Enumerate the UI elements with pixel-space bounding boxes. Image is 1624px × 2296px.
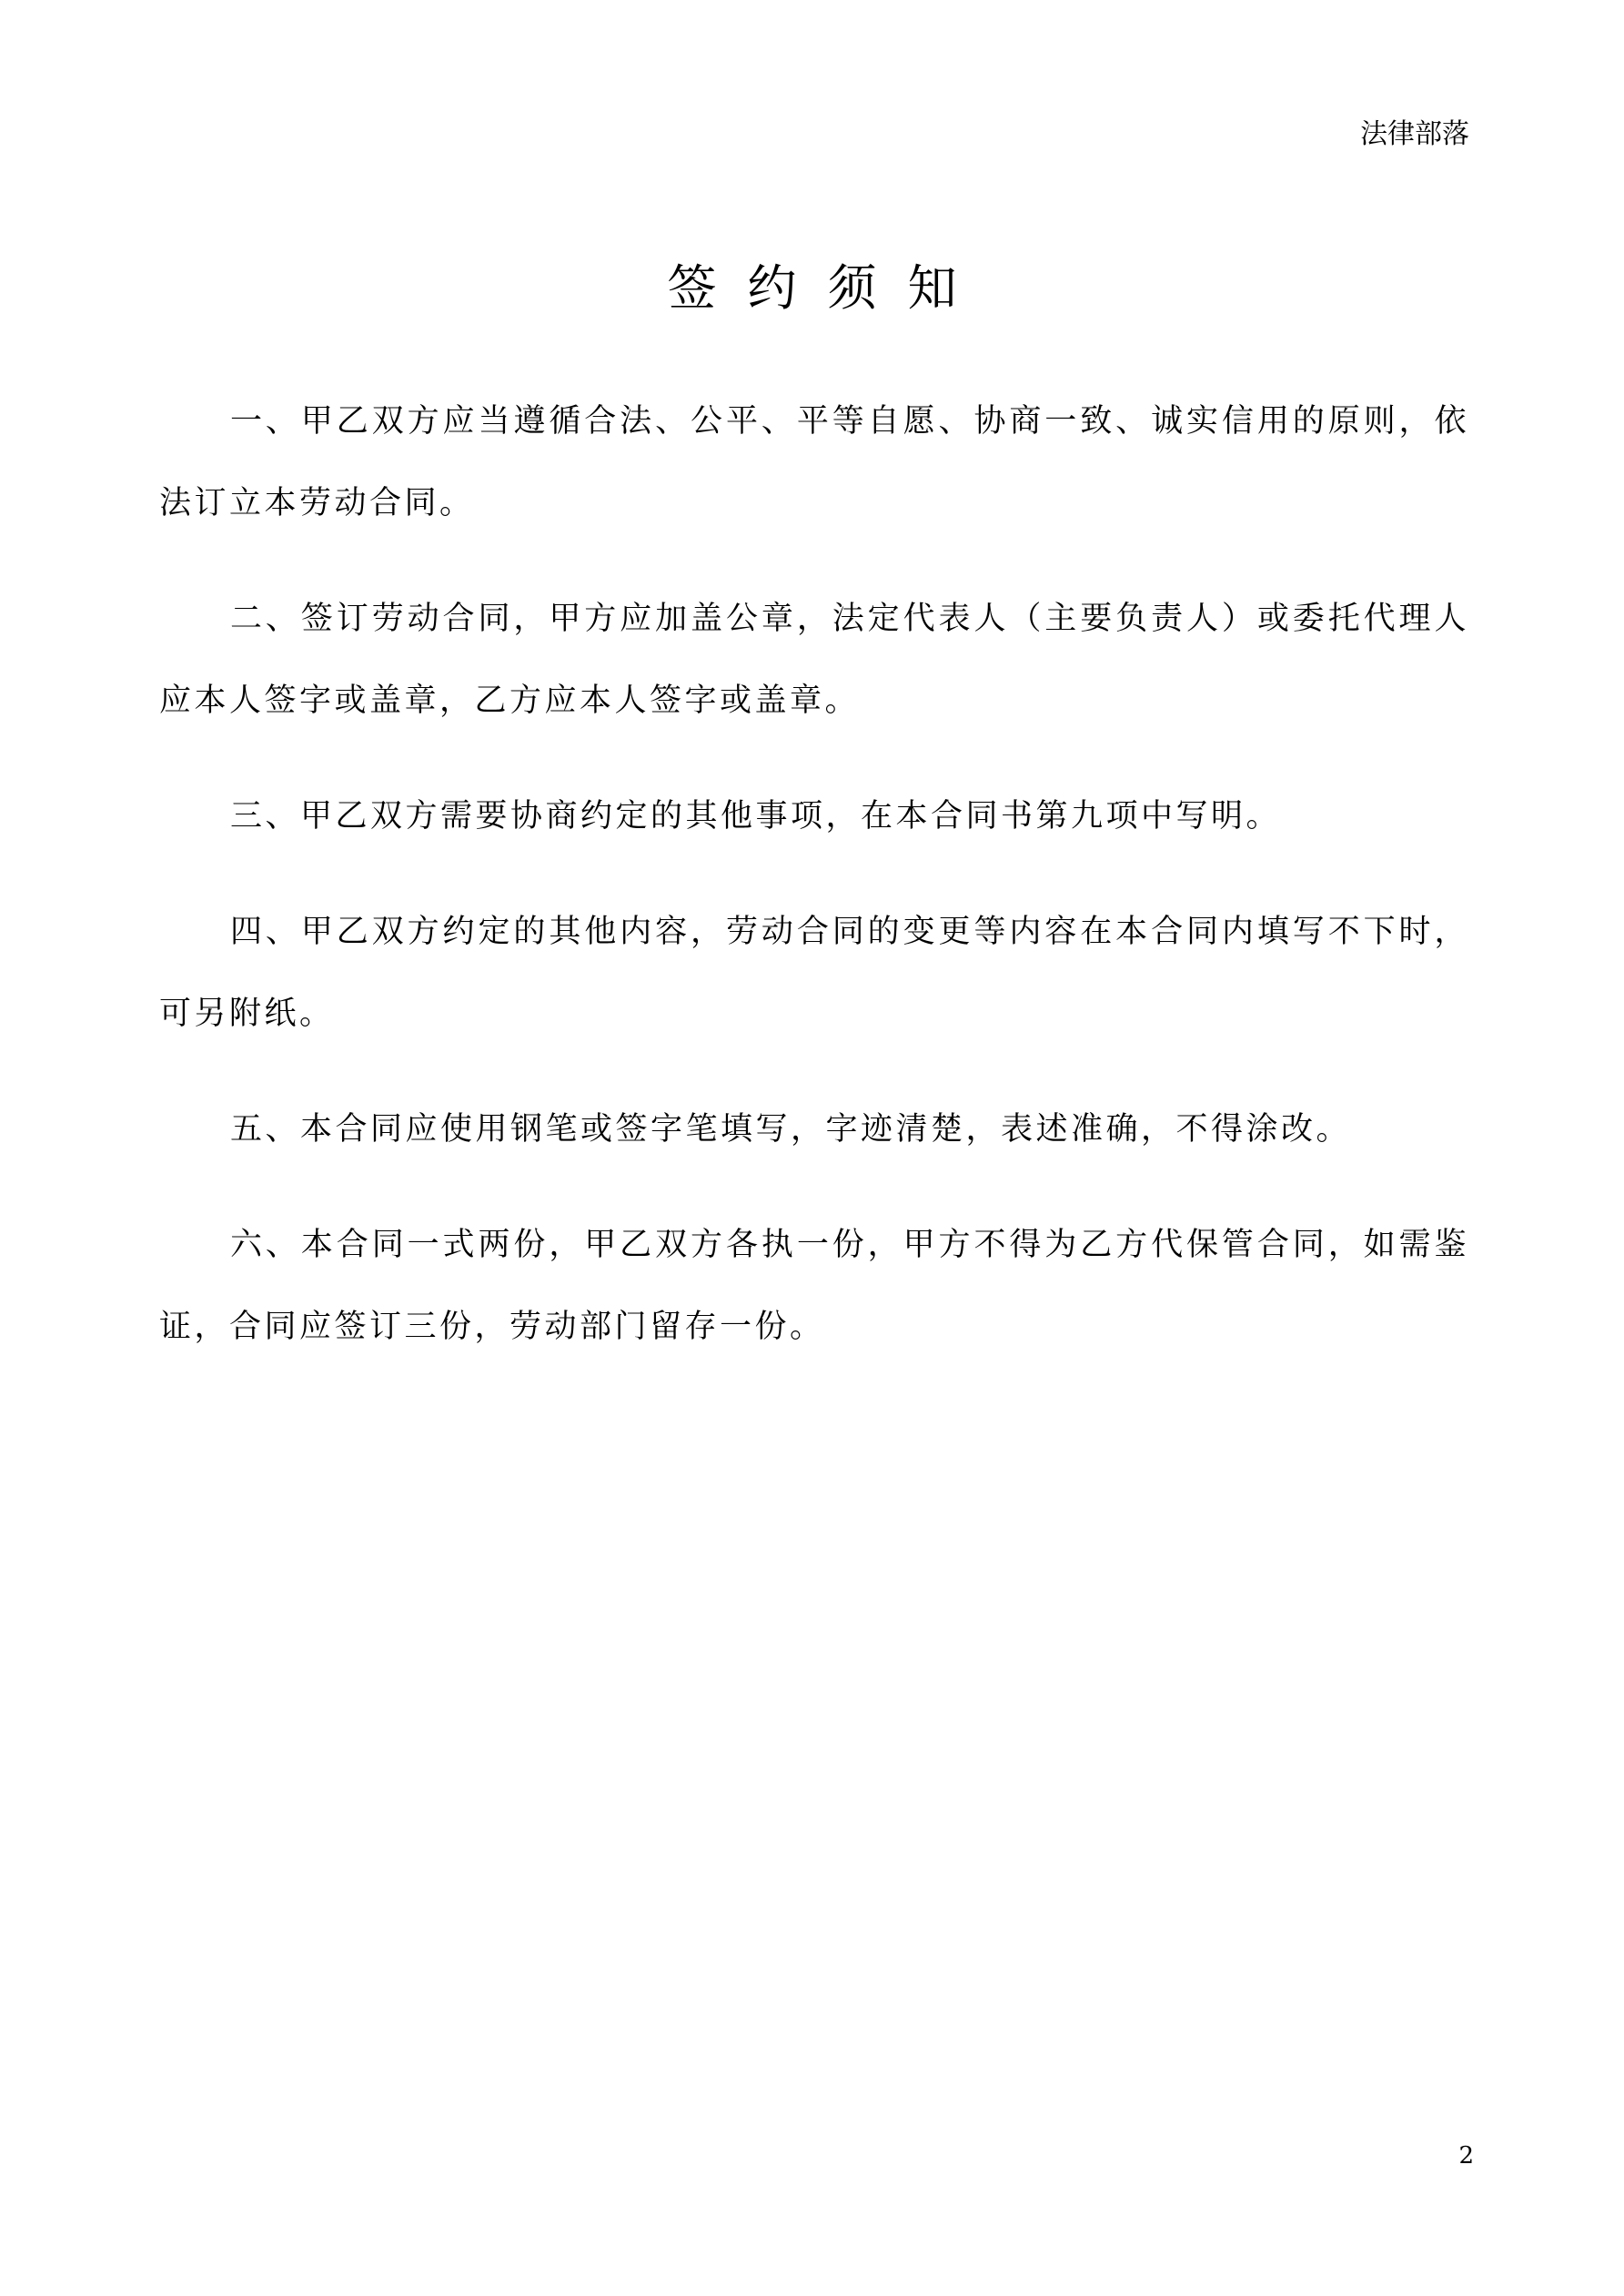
clause-2: 二、签订劳动合同，甲方应加盖公章，法定代表人（主要负责人）或委托代理人应本人签字或盖章，乙方应本人签字或盖章。: [159, 601, 1469, 719]
clause-4: 四、甲乙双方约定的其他内容，劳动合同的变更等内容在本合同内填写不下时，可另附纸。: [159, 914, 1469, 1032]
clause-6: 六、本合同一式两份，甲乙双方各执一份，甲方不得为乙方代保管合同，如需鉴证，合同应签订三份，劳动部门留存一份。: [159, 1227, 1469, 1345]
page-number: 2: [1458, 2142, 1474, 2170]
clause-5: 五、本合同应使用钢笔或签字笔填写，字迹清楚，表述准确，不得涂改。: [230, 1111, 1352, 1148]
header-mark: 法律部落: [1360, 118, 1469, 150]
document-title: 签约须知: [667, 259, 988, 317]
clause-list: [159, 380, 1469, 1401]
clause-3: 三、甲乙双方需要协商约定的其他事项，在本合同书第九项中写明。: [230, 798, 1282, 834]
clause-1: 一、甲乙双方应当遵循合法、公平、平等自愿、协商一致、诚实信用的原则，依法订立本劳动合同。: [159, 403, 1469, 521]
